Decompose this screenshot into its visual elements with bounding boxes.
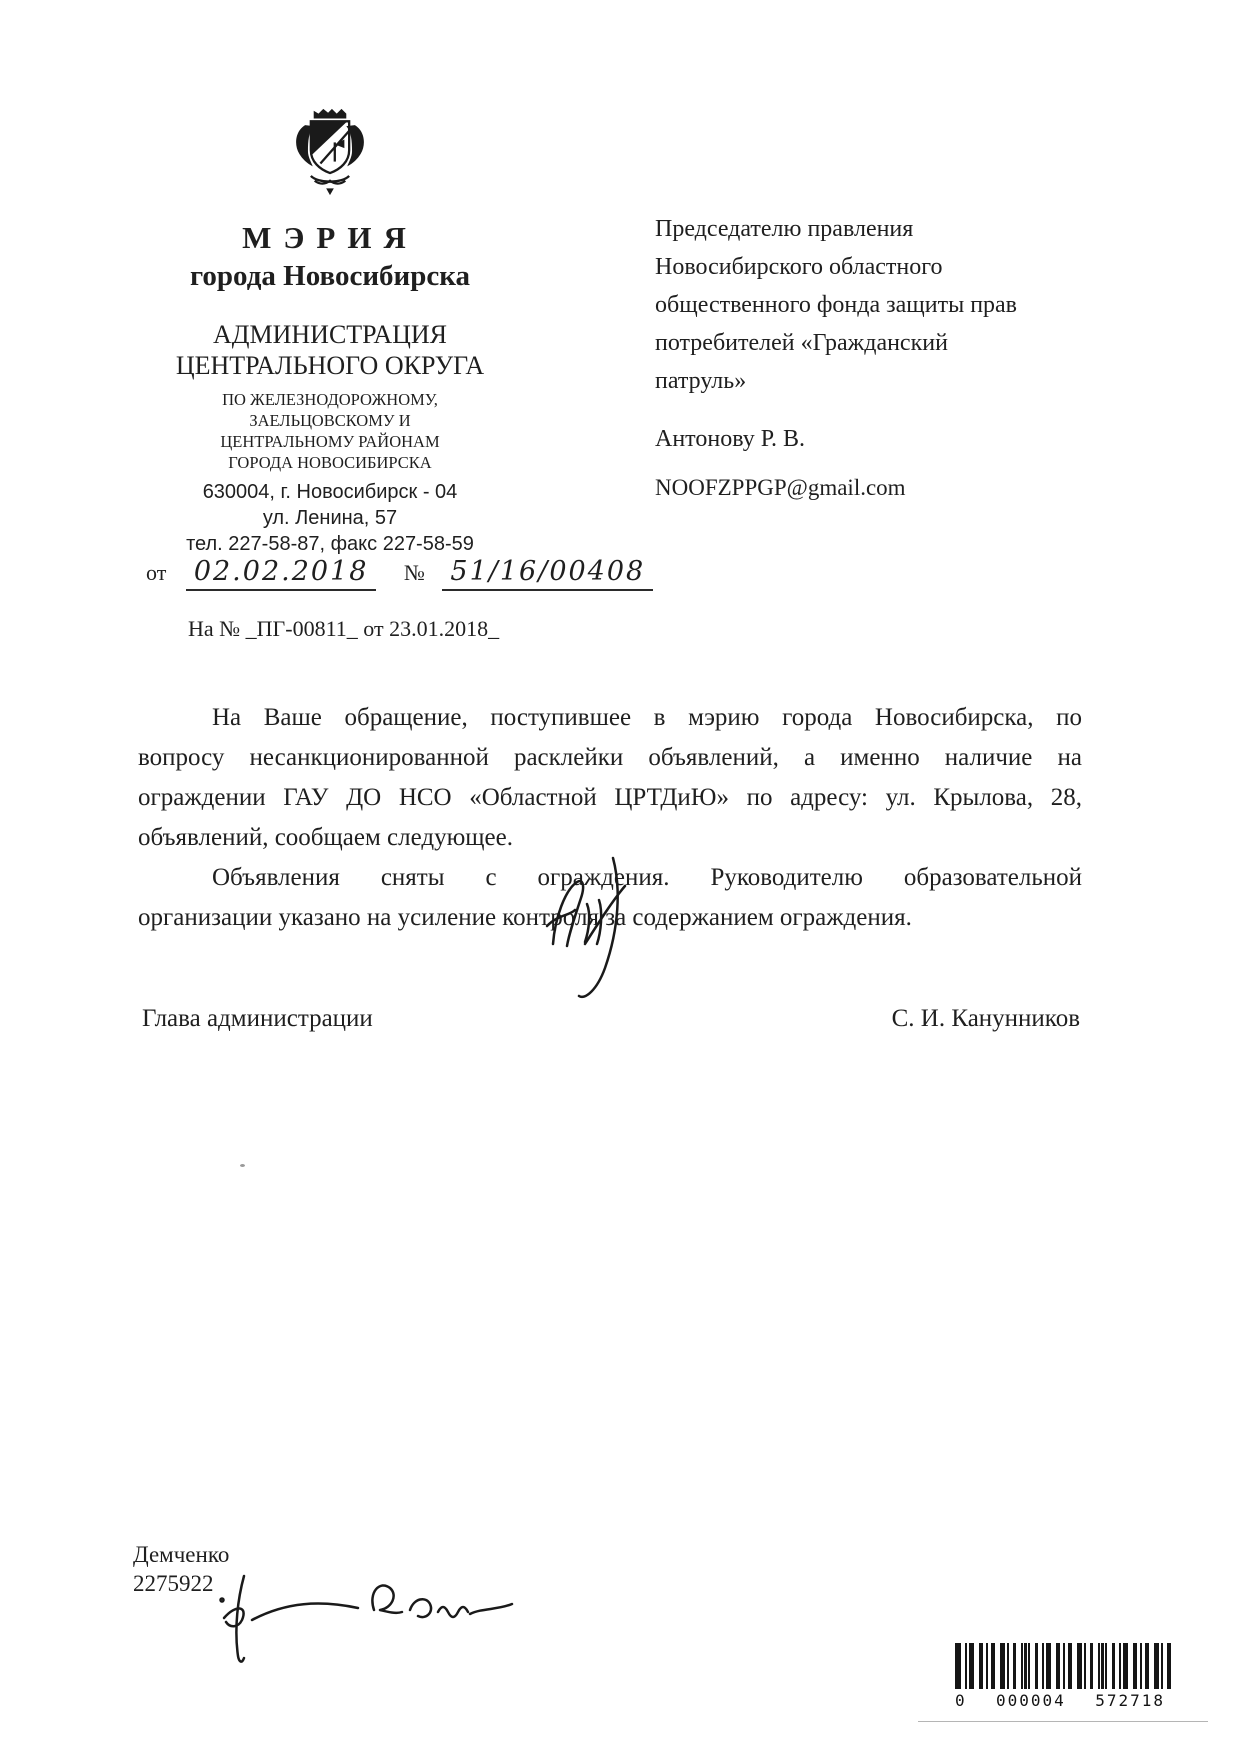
department-line2: ЦЕНТРАЛЬНОГО ОКРУГА [175, 351, 485, 380]
barcode-group1: 000004 [996, 1691, 1066, 1710]
reference-row [146, 556, 653, 591]
barcode-group2: 572718 [1095, 1691, 1165, 1710]
ref-from-label: от [146, 560, 167, 585]
ref-number-handwritten: 51/16/00408 [442, 556, 653, 591]
body-line: объявлений, сообщаем следующее. [138, 824, 513, 851]
recipient-line: потребителей «Гражданский [655, 330, 948, 356]
signer-name: С. И. Канунников [891, 1005, 1080, 1032]
districts-block [140, 389, 520, 473]
reply-reference-line: На № _ПГ-00811_ от 23.01.2018_ [188, 616, 500, 641]
district-line: ПО ЖЕЛЕЗНОДОРОЖНОМУ, [222, 390, 438, 409]
executor-signature-icon [208, 1558, 518, 1673]
body-line: вопросу несанкционированной расклейки объявлений, а именно наличие на [138, 744, 1082, 771]
executor-name: Демченко [133, 1542, 230, 1567]
address-line2: ул. Ленина, 57 [262, 507, 398, 529]
ref-date-handwritten: 02.02.2018 [186, 556, 377, 591]
novosibirsk-coat-of-arms-icon [282, 106, 378, 198]
recipient-block [655, 210, 1045, 501]
barcode-digits [955, 1691, 1165, 1710]
barcode-bars-icon [955, 1643, 1171, 1689]
registration-barcode [955, 1643, 1165, 1710]
phone-line: тел. 227-58-87, факс 227-58-59 [186, 533, 474, 555]
scan-speck [240, 1164, 245, 1167]
address-line1: 630004, г. Новосибирск - 04 [202, 481, 458, 503]
org-name-line1: МЭРИЯ [242, 220, 418, 255]
letterhead [140, 90, 520, 557]
recipient-line: Председателю правления [655, 216, 914, 242]
scan-artifact-line [918, 1721, 1208, 1722]
executor-phone: 2275922 [133, 1571, 214, 1596]
barcode-left-digit: 0 [955, 1691, 967, 1710]
body-line: организации указано на усиление контроля за содержанием ограждения. [138, 904, 912, 931]
district-line: ЦЕНТРАЛЬНОМУ РАЙОНАМ [220, 432, 440, 451]
department-block [140, 319, 520, 381]
ref-number-label: № [403, 560, 425, 585]
body-line: ограждении ГАУ ДО НСО «Областной ЦРТДиЮ» по адресу: ул. Крылова, 28, [138, 784, 1082, 811]
recipient-line: Новосибирского областного [655, 254, 943, 280]
recipient-email: NOOFZPPGP@gmail.com [655, 475, 906, 500]
district-line: ЗАЕЛЬЦОВСКОМУ И [249, 411, 411, 430]
body-line: На Ваше обращение, поступившее в мэрию города Новосибирска, по [212, 704, 1082, 731]
recipient-name: Антонову Р. В. [655, 426, 806, 452]
signer-title: Глава администрации [142, 1005, 373, 1032]
recipient-line: общественного фонда защиты прав [655, 292, 1018, 318]
head-signature-icon [525, 848, 675, 1008]
district-line: ГОРОДА НОВОСИБИРСКА [228, 453, 432, 472]
body-line: Объявления сняты с ограждения. Руководителю образовательной [212, 864, 1082, 891]
recipient-line: патруль» [655, 368, 747, 394]
org-name-line2: города Новосибирска [189, 260, 471, 292]
department-line1: АДМИНИСТРАЦИЯ [213, 320, 447, 349]
address-block [140, 479, 520, 557]
